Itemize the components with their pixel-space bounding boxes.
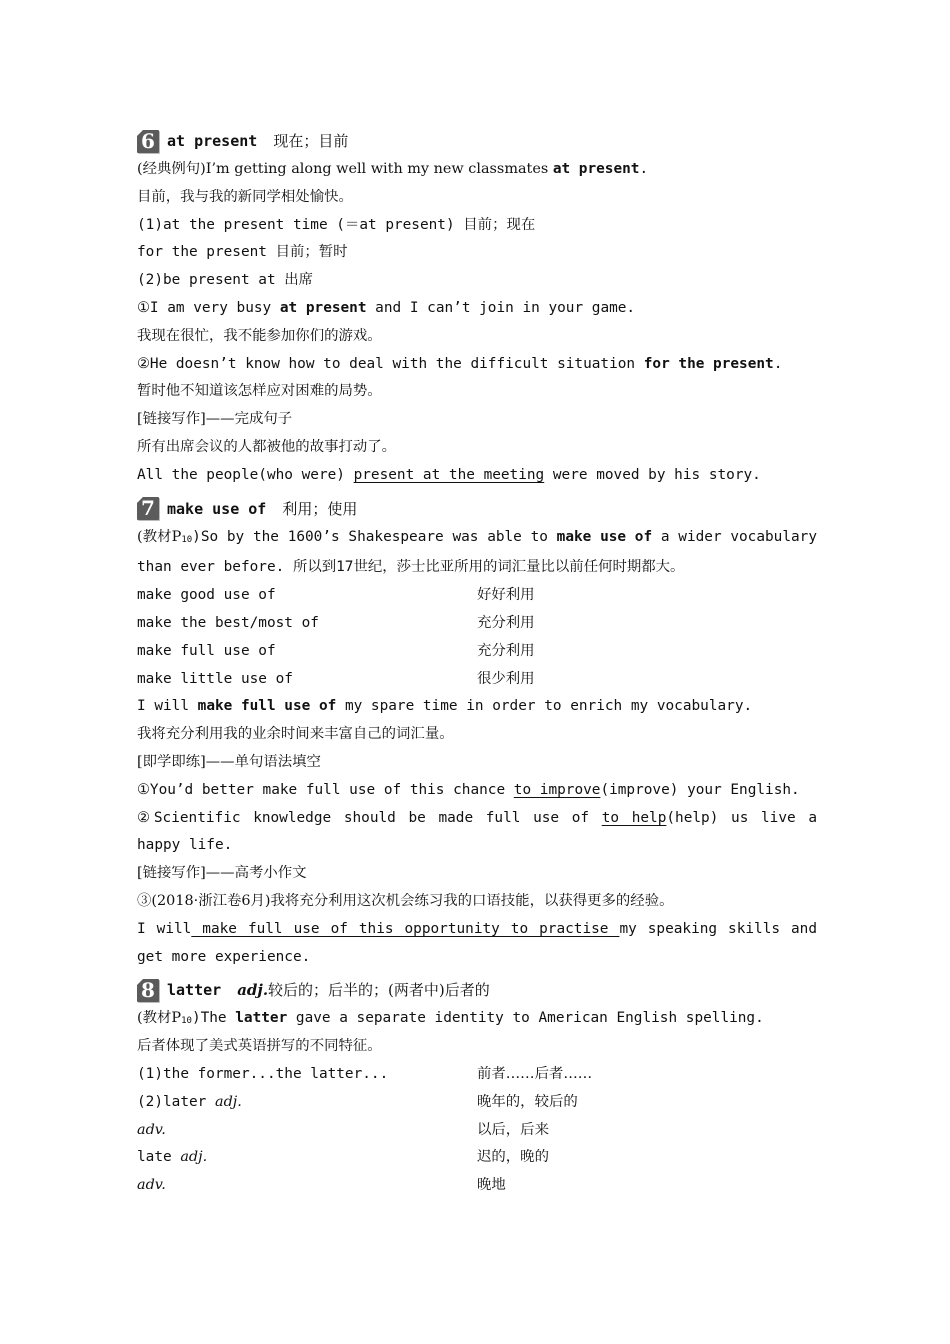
section-keyword: make use of <box>167 499 267 518</box>
exercise-prompt: 所有出席会议的人都被他的故事打动了。 <box>137 438 397 455</box>
section-meaning: 较后的；后半的；(两者中)后者的 <box>268 981 490 1000</box>
phrase-row: late adj. 迟的，晚的 <box>137 1149 549 1166</box>
answer-blank: present at the meeting <box>353 466 545 483</box>
example-sentence: ②He doesn’t know how to deal with the difficult situation for the present. <box>137 355 783 372</box>
section-keyword: at present <box>167 132 258 150</box>
part-of-speech: adj. <box>237 981 269 1000</box>
exercise-heading: [即学即练]——单句语法填空 <box>137 753 321 770</box>
exercise-answer-line: All the people(who were) present at the meeting were moved by his story. <box>137 466 761 483</box>
example-sentence: ①I am very busy at present and I can’t join in your game. <box>137 299 636 316</box>
exercise-prompt: ③(2018·浙江卷6月)我将充分利用这次机会练习我的口语技能，以获得更多的经验。 <box>137 892 674 909</box>
section-number-badge: 8 <box>137 979 159 1002</box>
section-number-badge: 6 <box>137 130 159 153</box>
example-sentence: (经典例句)I’m getting along well with my new classmates at present. <box>137 161 649 177</box>
phrase-row: (2)later adj. 晚年的，较后的 <box>137 1093 578 1110</box>
phrase-row: adv. 以后，后来 <box>137 1121 549 1138</box>
section-8-heading <box>137 975 817 1005</box>
section-6-heading <box>137 126 817 156</box>
phrase-row: make good use of 好好利用 <box>137 587 535 604</box>
phrase-line: (1)at the present time (＝at present) 目前；现在 <box>137 216 536 233</box>
exercise-question: ②Scientific knowledge should be made full use of to help(help) us live a happy life. <box>137 809 817 854</box>
exercise-question: ①You’d better make full use of this chance to improve(improve) your English. <box>137 781 800 798</box>
phrase-line: for the present 目前；暂时 <box>137 244 348 261</box>
textbook-example: (教材P10)The latter gave a separate identity to American English spelling. <box>137 1010 764 1027</box>
example-translation: 后者体现了美式英语拼写的不同特征。 <box>137 1038 382 1055</box>
section-number-badge: 7 <box>137 497 159 520</box>
phrase-row: make full use of 充分利用 <box>137 642 535 659</box>
section-7-heading <box>137 494 817 524</box>
phrase-row: make the best/most of 充分利用 <box>137 614 535 631</box>
exercise-answer-line: I will make full use of this opportunity to practise my speaking skills and get more experience. <box>137 920 818 965</box>
phrase-row: make little use of 很少利用 <box>137 670 535 687</box>
phrase-row: adv. 晚地 <box>137 1177 506 1194</box>
document-page <box>137 122 817 1200</box>
phrase-line: (2)be present at 出席 <box>137 272 314 289</box>
example-translation: 暂时他不知道该怎样应对困难的局势。 <box>137 383 382 400</box>
example-translation: 我将充分利用我的业余时间来丰富自己的词汇量。 <box>137 726 454 743</box>
example-translation: 目前，我与我的新同学相处愉快。 <box>137 188 353 205</box>
answer-blank: make full use of this opportunity to practise <box>191 920 620 937</box>
exercise-heading: [链接写作]——高考小作文 <box>137 865 307 882</box>
example-translation: 我现在很忙，我不能参加你们的游戏。 <box>137 327 382 344</box>
exercise-heading: [链接写作]——完成句子 <box>137 411 293 428</box>
answer-blank: to improve <box>513 781 601 798</box>
textbook-example: (教材P10)So by the 1600’s Shakespeare was able to make use of a wider vocabulary than ever before. 所以到17世纪，莎士比亚所用的词汇量比以前任何时期都大。 <box>137 528 817 576</box>
phrase-row: (1)the former...the latter... 前者……后者…… <box>137 1065 593 1082</box>
section-keyword: latter <box>167 981 222 1000</box>
section-meaning: 现在；目前 <box>273 132 349 150</box>
answer-blank: to help <box>601 809 667 826</box>
section-meaning: 利用；使用 <box>282 499 358 518</box>
example-sentence: I will make full use of my spare time in order to enrich my vocabulary. <box>137 698 753 715</box>
